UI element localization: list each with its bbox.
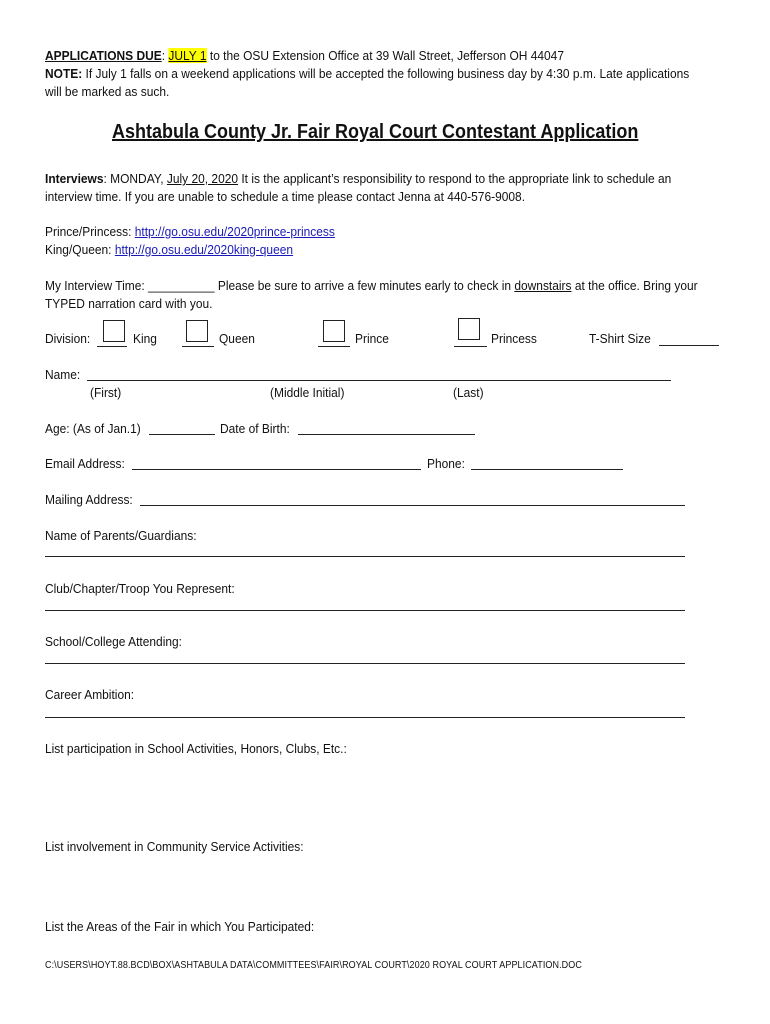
note-line-2: will be marked as such. [45, 84, 170, 99]
prince-princess-line [45, 223, 335, 240]
career-field[interactable] [45, 717, 685, 718]
prince-princess-link[interactable]: http://go.osu.edu/2020prince-princess [134, 224, 335, 239]
king-queen-line [45, 241, 293, 258]
club-field[interactable] [45, 610, 685, 611]
interview-time-line-2: TYPED narration card with you. [45, 296, 213, 311]
princess-checkbox[interactable] [458, 318, 480, 340]
phone-label: Phone: [427, 456, 465, 471]
mailing-field[interactable] [140, 505, 685, 506]
name-field[interactable] [87, 380, 671, 381]
interviews-label: Interviews [45, 171, 104, 186]
interview-time-line-1 [45, 277, 698, 294]
community-label: List involvement in Community Service Activities: [45, 839, 304, 854]
dob-label: Date of Birth: [220, 421, 290, 436]
name-middle-caption: (Middle Initial) [270, 385, 345, 400]
interviews-line-1 [45, 170, 671, 187]
footer-file-path: C:\USERS\HOYT.88.BCD\BOX\ASHTABULA DATA\COMMITTEES\FAIR\ROYAL COURT\2020 ROYAL COURT APPLICATION.DOC [45, 960, 582, 971]
king-option-label: King [133, 331, 157, 346]
queen-option-label: Queen [219, 331, 255, 346]
note-line-1 [45, 65, 689, 82]
queen-checkbox[interactable] [186, 320, 208, 342]
tshirt-size-field[interactable] [659, 345, 719, 346]
career-label: Career Ambition: [45, 687, 135, 702]
tshirt-size-label: T-Shirt Size [589, 331, 651, 346]
email-field[interactable] [132, 469, 421, 470]
activities-label: List participation in School Activities, Honors, Clubs, Etc.: [45, 741, 347, 756]
division-label: Division: [45, 331, 91, 346]
downstairs-text: downstairs [514, 278, 572, 293]
due-colon: : [161, 48, 166, 63]
prince-princess-label: Prince/Princess: [45, 224, 135, 239]
name-first-caption: (First) [90, 385, 122, 400]
princess-blank-line [454, 346, 487, 347]
interview-time-label: My Interview Time: __________ [45, 278, 215, 293]
note-label: NOTE: [45, 66, 83, 81]
club-label: Club/Chapter/Troop You Represent: [45, 581, 235, 596]
name-last-caption: (Last) [453, 385, 484, 400]
king-blank-line [97, 346, 127, 347]
interviews-day: : MONDAY, [103, 171, 167, 186]
mailing-label: Mailing Address: [45, 492, 133, 507]
dob-field[interactable] [298, 434, 475, 435]
prince-checkbox[interactable] [323, 320, 345, 342]
queen-blank-line [182, 346, 214, 347]
due-rest: to the OSU Extension Office at 39 Wall Street, Jefferson OH 44047 [209, 48, 564, 63]
name-label: Name: [45, 367, 81, 382]
interviews-date: July 20, 2020 [166, 171, 239, 186]
due-label: APPLICATIONS DUE [45, 48, 162, 63]
princess-option-label: Princess [491, 331, 537, 346]
interviews-rest: It is the applicant’s responsibility to respond to the appropriate link to schedule an [238, 171, 672, 186]
school-field[interactable] [45, 663, 685, 664]
interviews-line-2: interview time. If you are unable to schedule a time please contact Jenna at 440-576-9008. [45, 189, 526, 204]
age-label: Age: (As of Jan.1) [45, 421, 141, 436]
prince-blank-line [318, 346, 350, 347]
note-text: If July 1 falls on a weekend applications will be accepted the following business day by 4:30 p.m. Late applications [85, 66, 690, 81]
due-date: JULY 1 [168, 48, 207, 63]
fair-areas-label: List the Areas of the Fair in which You Participated: [45, 919, 315, 934]
email-label: Email Address: [45, 456, 125, 471]
king-queen-link[interactable]: http://go.osu.edu/2020king-queen [114, 242, 294, 257]
page-title: Ashtabula County Jr. Fair Royal Court Contestant Application [112, 121, 639, 143]
prince-option-label: Prince [355, 331, 389, 346]
interview-time-rest-2: at the office. Bring your [571, 278, 698, 293]
king-checkbox[interactable] [103, 320, 125, 342]
applications-due-line [45, 47, 564, 64]
school-label: School/College Attending: [45, 634, 182, 649]
phone-field[interactable] [471, 469, 623, 470]
parents-field[interactable] [45, 556, 685, 557]
interview-time-rest-1: Please be sure to arrive a few minutes early to check in [217, 278, 515, 293]
king-queen-label: King/Queen: [45, 242, 115, 257]
age-field[interactable] [149, 434, 215, 435]
parents-label: Name of Parents/Guardians: [45, 528, 197, 543]
